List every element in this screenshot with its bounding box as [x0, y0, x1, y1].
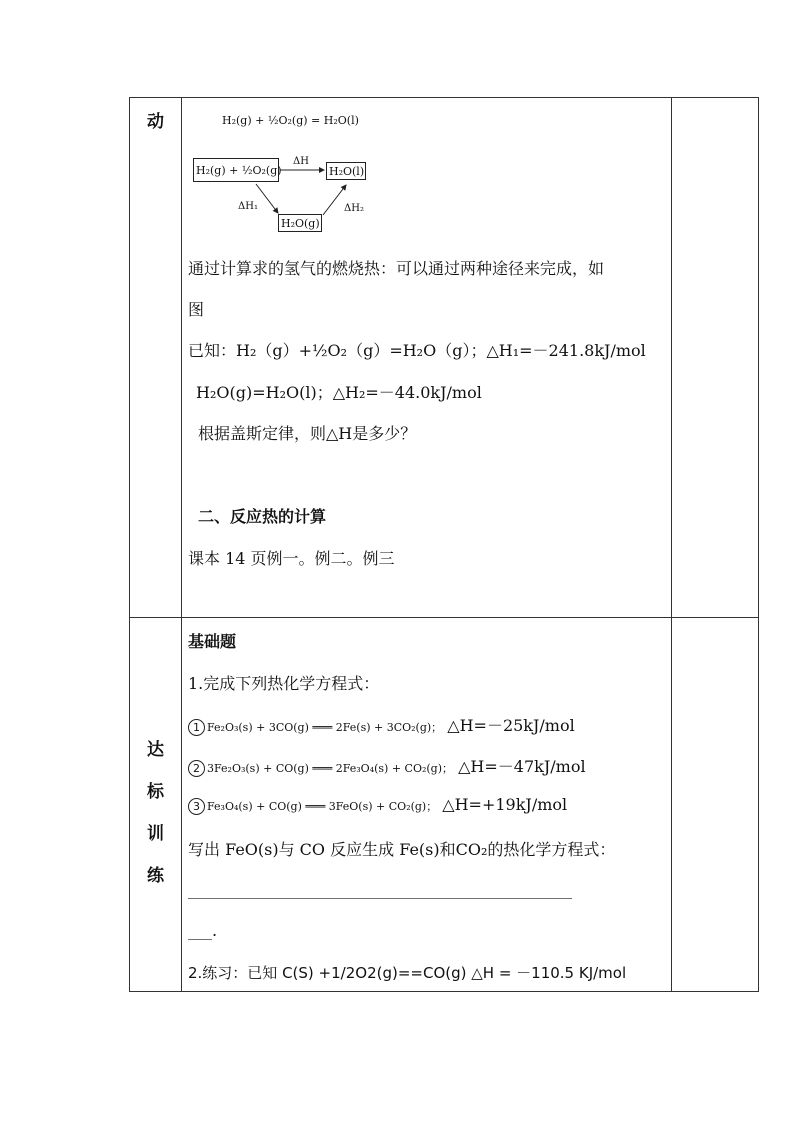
eq2-formula: 3Fe₂O₃(s) + CO(g) ═══ 2Fe₃O₄(s) + CO₂(g)； [207, 762, 454, 775]
known-prefix: 已知： [188, 341, 237, 360]
diagram-label-dh1: ΔH₁ [238, 201, 258, 212]
known-eq1: H₂（g）+½O₂（g）=H₂O（g）；△H₁=－241.8kJ/mol [236, 341, 646, 360]
diagram-arrows [190, 153, 380, 243]
section1-known [188, 338, 646, 361]
diagram-label-dh2: ΔH₂ [344, 203, 364, 214]
exercise-eq3 [188, 795, 567, 815]
circled-number-3: 3 [188, 798, 205, 815]
sidebar-label-row1: 动 [147, 112, 164, 132]
eq3-formula: Fe₃O₄(s) + CO(g) ═══ 3FeO(s) + CO₂(g)； [207, 800, 438, 813]
exercise-eq1 [188, 713, 575, 736]
eq1-dh: △H=－25kJ/mol [447, 716, 575, 735]
diagram-label-dh: ΔH [293, 156, 309, 167]
answer-blank-line: ________________________________________________ [188, 880, 572, 899]
arrow-step2 [323, 185, 346, 215]
exercise-eq2 [188, 754, 586, 777]
diagram-box-product-gas: H₂O(g) [278, 214, 322, 232]
answer-blank-tail: ___. [188, 921, 218, 940]
sidebar-label-row2-2: 标 [147, 782, 164, 802]
arrow-step1 [256, 184, 278, 213]
column-divider-right [671, 98, 672, 991]
section2-heading: 二、反应热的计算 [198, 507, 327, 526]
diagram-top-equation: H₂(g) + ½O₂(g) = H₂O(l) [222, 114, 359, 127]
section2-text: 课本 14 页例一。例二。例三 [188, 549, 395, 568]
sidebar-label-row2-3: 训 [147, 824, 164, 844]
hess-question: 根据盖斯定律，则△H是多少？ [198, 424, 417, 443]
circled-number-2: 2 [188, 760, 205, 777]
eq2-dh: △H=－47kJ/mol [458, 757, 586, 776]
diagram-box-product-liquid: H₂O(l) [326, 162, 366, 180]
exercise-q1: 1.完成下列热化学方程式： [188, 674, 380, 693]
eq3-dh: △H=+19kJ/mol [442, 795, 568, 814]
exercise-heading: 基础题 [188, 632, 237, 651]
exercise-q2: 2.练习：已知 C(S) +1/2O2(g)==CO(g) △H = －110.5 KJ/mol [188, 964, 627, 982]
row-divider [130, 617, 758, 618]
section1-line1: 通过计算求的氢气的燃烧热：可以通过两种途径来完成，如 [188, 259, 605, 278]
column-divider-left [181, 98, 182, 991]
section1-line2: 图 [188, 300, 205, 319]
sidebar-label-row2-1: 达 [147, 740, 164, 760]
diagram-box-reactants: H₂(g) + ½O₂(g) [193, 158, 279, 182]
circled-number-1: 1 [188, 719, 205, 736]
exercise-q1-task: 写出 FeO(s)与 CO 反应生成 Fe(s)和CO₂的热化学方程式： [188, 840, 616, 859]
eq1-formula: Fe₂O₃(s) + 3CO(g) ═══ 2Fe(s) + 3CO₂(g)； [207, 721, 443, 734]
sidebar-label-row2-4: 练 [147, 866, 164, 886]
known-eq2: H₂O(g)=H₂O(l)；△H₂=－44.0kJ/mol [196, 383, 482, 402]
content-table [129, 97, 759, 992]
